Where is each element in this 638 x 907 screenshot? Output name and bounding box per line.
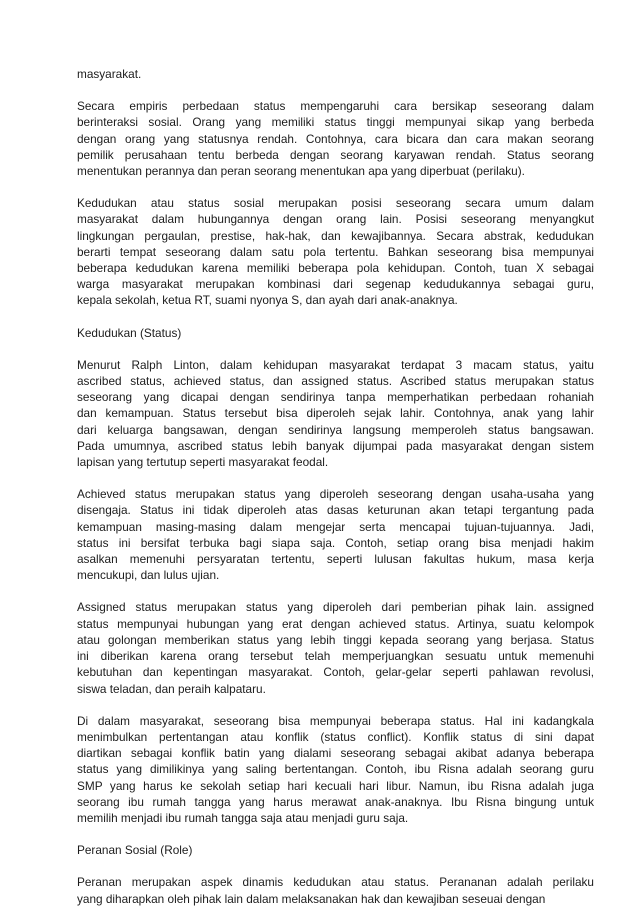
text-line: dari keluarga bangsawan, dengan sendirinya langsung memperoleh status bangsawan.	[77, 422, 594, 437]
text-line: Kedudukan atau status sosial merupakan posisi seseorang secara umum dalam	[77, 196, 594, 211]
heading-line	[77, 325, 594, 341]
text-line: ascribed status, achieved status, dan assigned status. Ascribed status merupakan status	[77, 374, 594, 389]
text-line: seseorang yang dicapai dengan sendirinya tanpa memperhatikan perbedaan rohaniah	[77, 390, 594, 405]
paragraph	[77, 357, 594, 470]
text-line: dengan orang yang statusnya rendah. Contohnya, cara bicara dan cara makan seorang	[77, 131, 594, 146]
heading-line	[77, 842, 594, 858]
text-line: kebutuhan dan kepentingan masyarakat. Contoh, gelar-gelar seperti pahlawan revolusi,	[77, 665, 594, 680]
text-line: disengaja. Status ini tidak diperoleh atas dasas keturunan akan tetapi tergantung pada	[77, 503, 594, 518]
text-line: ini diberikan karena orang tersebut telah memperjuangkan sesuatu untuk memenuhi	[77, 649, 594, 664]
text-line: SMP yang harus ke sekolah setiap hari kecuali hari libur. Namun, ibu Risna adalah juga	[77, 778, 594, 793]
text-line: siswa teladan, dan peraih kalpataru.	[77, 681, 266, 696]
text-line: asalkan memenuhi persyaratan tertentu, seperti lulusan fakultas hukum, masa kerja	[77, 552, 594, 567]
text-line: Peranan merupakan aspek dinamis kedudukan atau status. Perananan adalah perilaku	[77, 875, 594, 890]
text-line: Kedudukan (Status)	[77, 325, 182, 340]
text-line: status ini bersifat terbuka bagi siapa saja. Contoh, setiap orang bisa menjadi hakim	[77, 535, 594, 550]
text-line: atau golongan memberikan status yang lebih tinggi kepada seorang yang berjasa. Status	[77, 632, 594, 647]
text-line: berinteraksi sosial. Orang yang memiliki status tinggi mempunyai sikap yang berbeda	[77, 115, 594, 130]
paragraph	[77, 713, 594, 826]
paragraph	[77, 599, 594, 696]
text-line: seorang ibu rumah tangga yang harus merawat anak-anaknya. Ibu Risna bingung untuk	[77, 794, 594, 809]
text-line: Secara empiris perbedaan status mempengaruhi cara bersikap seseorang dalam	[77, 99, 594, 114]
text-line: beberapa kedudukan karena memiliki beberapa pola kehidupan. Contoh, tuan X sebagai	[77, 261, 594, 276]
text-line: warga masyarakat merupakan kombinasi dari segenap kedudukannya sebagai guru,	[77, 277, 594, 292]
text-line: Pada umumnya, ascribed status lebih banyak dijumpai pada masyarakat dengan sistem	[77, 438, 594, 453]
text-line: Menurut Ralph Linton, dalam kehidupan masyarakat terdapat 3 macam status, yaitu	[77, 357, 594, 372]
text-line: dan kemampuan. Status tersebut bisa diperoleh sejak lahir. Contohnya, anak yang lahir	[77, 406, 594, 421]
text-line: kepala sekolah, ketua RT, suami nyonya S, dan ayah dari anak-anaknya.	[77, 293, 458, 308]
paragraph	[77, 98, 594, 179]
text-line: menimbulkan pertentangan atau konflik (status conflict). Konflik status di sini dapat	[77, 729, 594, 744]
text-line: memilih menjadi ibu rumah tangga saja atau menjadi guru saja.	[77, 810, 409, 825]
text-line: berarti tempat seseorang dalam satu pola tertentu. Bahkan seseorang bisa mempunyai	[77, 244, 594, 259]
text-line: yang diharapkan oleh pihak lain dalam melaksanakan hak dan kewajiban seseuai dengan	[77, 891, 546, 906]
paragraph	[77, 486, 594, 583]
text-line: masyarakat.	[77, 67, 142, 81]
text-line: mencukupi, dan lulus ujian.	[77, 568, 220, 583]
text-line: status mempunyai hubungan yang erat dengan achieved status. Artinya, suatu kelompok	[77, 616, 594, 631]
paragraph	[77, 195, 594, 308]
text-line: kemampuan masing-masing dalam mengejar serta mencapai tujuan-tujuannya. Jadi,	[77, 519, 594, 534]
paragraph	[77, 874, 594, 906]
heading-line	[77, 66, 594, 82]
text-line: pemilik perusahaan tentu berbeda dengan seorang karyawan rendah. Status seorang	[77, 147, 594, 162]
text-line: Di dalam masyarakat, seseorang bisa mempunyai beberapa status. Hal ini kadangkala	[77, 713, 594, 728]
text-line: lingkungan pergaulan, prestise, hak-hak, dan kewajibannya. Secara abstrak, kedudukan	[77, 228, 594, 243]
text-line: diartikan sebagai konflik batin yang dialami seseorang sebagai akibat adanya beberapa	[77, 746, 594, 761]
text-line: Assigned status merupakan status yang diperoleh dari pemberian pihak lain. assigned	[77, 600, 594, 615]
text-line: masyarakat dalam hubungannya dengan orang lain. Posisi seseorang menyangkut	[77, 212, 594, 227]
text-line: Achieved status merupakan status yang diperoleh seseorang dengan usaha-usaha yang	[77, 487, 594, 502]
body-text	[77, 66, 594, 907]
text-line: Peranan Sosial (Role)	[77, 843, 193, 858]
text-line: lapisan yang tertutup seperti masyarakat feodal.	[77, 455, 329, 470]
text-line: menentukan perannya dan peran seorang menentukan apa yang diperbuat (perilaku).	[77, 164, 525, 179]
text-line: status yang dimilikinya yang saling bertentangan. Contoh, ibu Risna adalah seorang guru	[77, 762, 594, 777]
